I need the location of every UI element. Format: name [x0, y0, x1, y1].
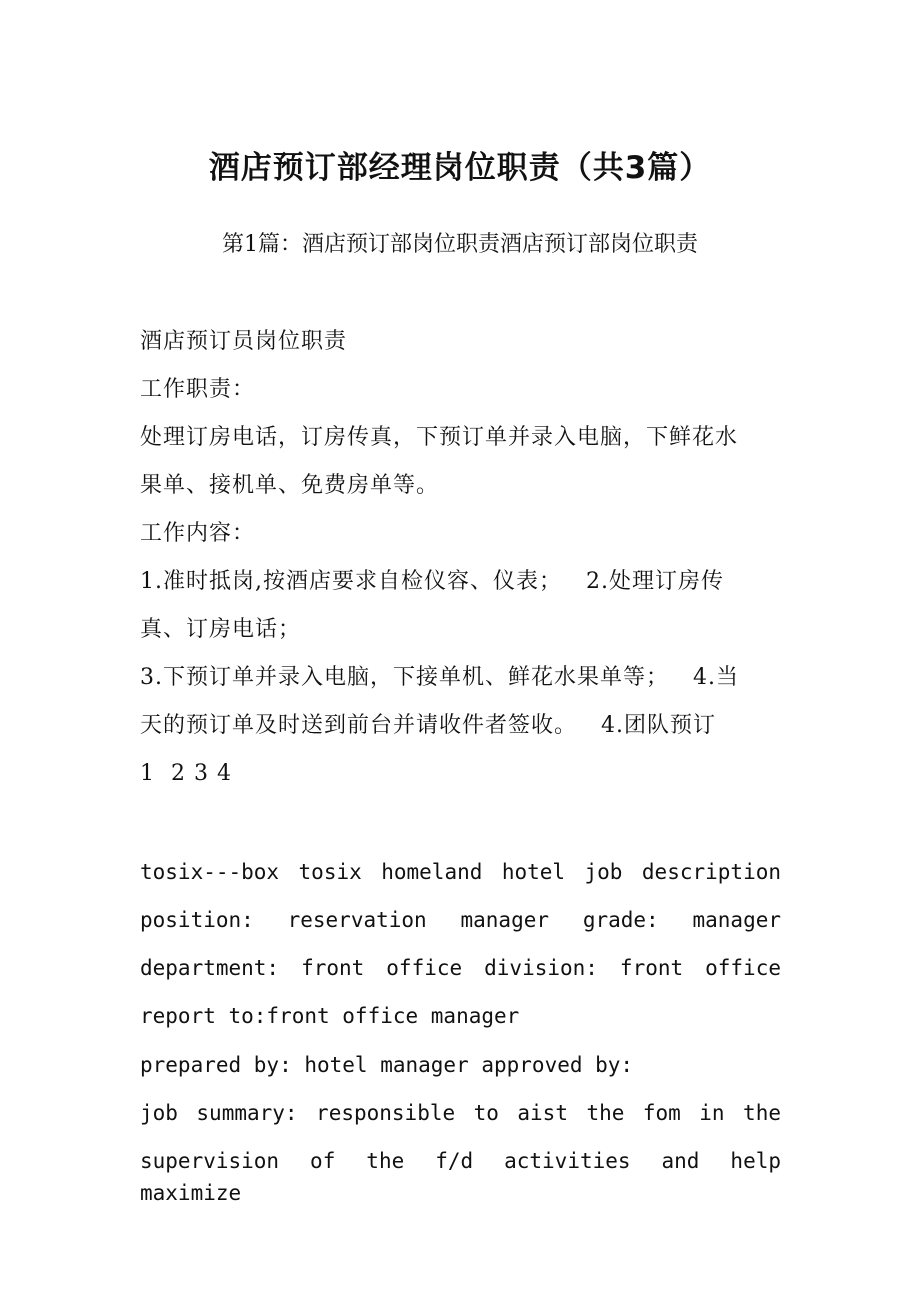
- body-line: 1 2 3 4: [140, 761, 232, 786]
- body-line: prepared by: hotel manager approved by:: [140, 1053, 634, 1077]
- body-line: 3.下预订单并录入电脑，下接单机、鲜花水果单等； 4.当: [140, 665, 739, 690]
- body-line: 真、订房电话；: [140, 617, 302, 642]
- body-line: department: front office division: front office: [140, 956, 781, 980]
- body-line: job summary: responsible to aist the fom in the: [140, 1101, 781, 1125]
- body-line: 天的预订单及时送到前台并请收件者签收。 4.团队预订: [140, 713, 716, 738]
- body-line: 1.准时抵岗,按酒店要求自检仪容、仪表； 2.处理订房传: [140, 569, 724, 594]
- body-line: 处理订房电话，订房传真，下预订单并录入电脑，下鲜花水: [140, 425, 739, 450]
- body-line: 工作内容：: [140, 521, 256, 546]
- body-line: supervision of the f/d activities and help maximize: [140, 1149, 781, 1205]
- body-line: report to:front office manager: [140, 1004, 520, 1028]
- document-subtitle: 第1篇：酒店预订部岗位职责酒店预订部岗位职责: [222, 232, 698, 257]
- document-title: 酒店预订部经理岗位职责（共3篇）: [208, 150, 712, 186]
- body-line: 工作职责：: [140, 377, 256, 402]
- body-line: 果单、接机单、免费房单等。: [140, 473, 440, 498]
- body-line: position: reservation manager grade: manager: [140, 908, 781, 932]
- body-line: tosix---box tosix homeland hotel job description: [140, 860, 781, 884]
- body-line: 酒店预订员岗位职责: [140, 329, 348, 354]
